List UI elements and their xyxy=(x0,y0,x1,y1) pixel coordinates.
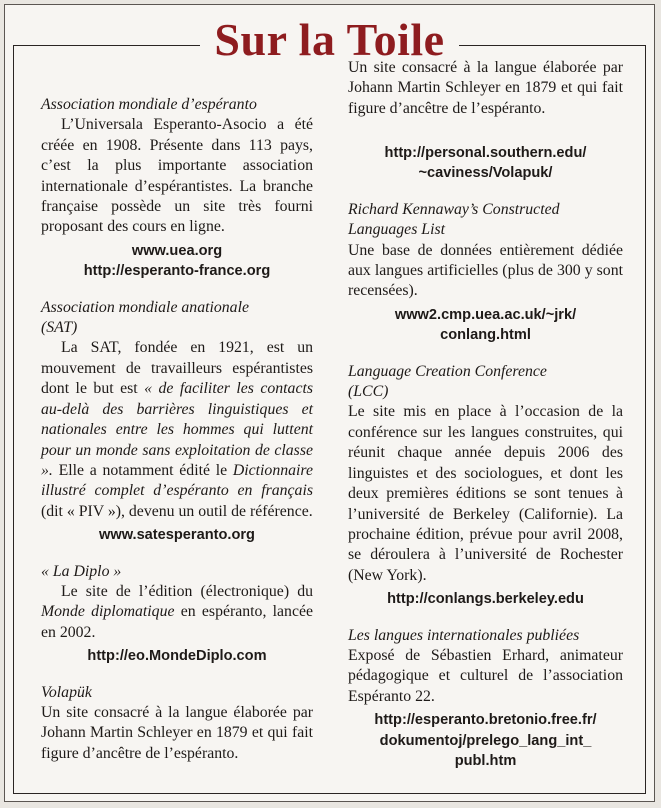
section-body-continued: Un site consacré à la langue élaborée par Johann Martin Schleyer en 1879 et qui fait figure d’ancêtre de l’espéranto. xyxy=(348,59,623,117)
page-title: Sur la Toile xyxy=(200,11,458,69)
url-link[interactable]: www.uea.org xyxy=(131,242,223,259)
url-link[interactable]: dokumentoj/prelego_lang_int_ xyxy=(379,732,592,749)
section-urls xyxy=(348,305,623,346)
section-volapuk xyxy=(41,683,313,762)
section-lcc xyxy=(348,362,623,610)
section-body: La SAT, fondée en 1921, est un mouvement de travailleurs espérantistes dont le but est « de faciliter les contacts au-delà des barrières linguistiques et nationales entre les hommes qui luttent pour un monde sans exploitation de classe ». Elle a notamment édité le Dictionnaire illustré complet d’espéranto en français (dit « PIV »), devenu un outil de référence. xyxy=(41,339,314,520)
url-link[interactable]: www.satesperanto.org xyxy=(99,527,255,544)
url-link[interactable]: ~caviness/Volapuk/ xyxy=(418,165,553,182)
section-urls xyxy=(348,710,623,771)
page-frame xyxy=(4,4,655,802)
url-link[interactable]: http://conlangs.berkeley.edu xyxy=(387,591,584,608)
section-body: Un site consacré à la langue élaborée par Johann Martin Schleyer en 1879 et qui fait figure d’ancêtre de l’espéranto. xyxy=(41,703,313,762)
section-heading: Language Creation Conference (LCC) xyxy=(348,362,547,401)
section-heading: Volapük xyxy=(41,683,92,701)
section-body: L’Universala Esperanto-Asocio a été créée en 1908. Présente dans 113 pays, c’est la plus importante association internationale d’espérantistes. La branche française possède un site très fourni proposant des cours en ligne. xyxy=(41,116,313,236)
section-heading: Richard Kennaway’s Constructed Languages List xyxy=(348,200,560,239)
section-heading: « La Diplo » xyxy=(41,562,122,580)
section-urls xyxy=(41,646,313,666)
section-uea xyxy=(41,95,313,282)
section-heading: Association mondiale d’espéranto xyxy=(41,96,257,113)
left-column xyxy=(41,95,314,762)
right-column xyxy=(348,59,623,771)
section-urls xyxy=(348,589,623,609)
section-langues-publiees xyxy=(348,626,623,772)
url-link[interactable]: http://eo.MondeDiplo.com xyxy=(87,648,267,665)
section-diplo xyxy=(41,562,313,667)
url-link[interactable]: http://personal.southern.edu/ xyxy=(384,145,587,161)
section-volapuk-continued xyxy=(348,59,623,184)
section-heading: Association mondiale anationale (SAT) xyxy=(41,298,249,337)
section-body: Le site mis en place à l’occasion de la conférence sur les langues construites, qui réunit chaque année depuis 2006 des linguistes et des sociologues, et dont les deux premières éditions se sont tenues à l’université de Berkeley (Californie). La prochaine édition, prévue pour avril 2008, se déroulera à l’université de Rochester (New York). xyxy=(348,403,623,584)
section-heading: Les langues internationales publiées xyxy=(348,626,580,644)
section-body: Le site de l’édition (électronique) du Monde diplomatique en espéranto, lancée en 2002. xyxy=(41,582,313,641)
url-link[interactable]: publ.htm xyxy=(454,752,517,769)
section-urls xyxy=(41,241,313,282)
section-body: Exposé de Sébastien Erhard, animateur pédagogique et culturel de l’association Espéranto 22. xyxy=(348,646,623,705)
section-kennaway xyxy=(348,200,623,346)
section-urls xyxy=(41,525,313,545)
url-link[interactable]: http://esperanto.bretonio.free.fr/ xyxy=(374,712,597,729)
section-urls xyxy=(348,143,623,184)
section-sat xyxy=(41,298,313,546)
url-link[interactable]: www2.cmp.uea.ac.uk/~jrk/ xyxy=(394,306,577,323)
url-link[interactable]: conlang.html xyxy=(440,327,531,344)
url-link[interactable]: http://esperanto-france.org xyxy=(83,263,271,280)
section-body: Une base de données entièrement dédiée aux langues artificielles (plus de 300 y sont recensées). xyxy=(348,241,623,300)
